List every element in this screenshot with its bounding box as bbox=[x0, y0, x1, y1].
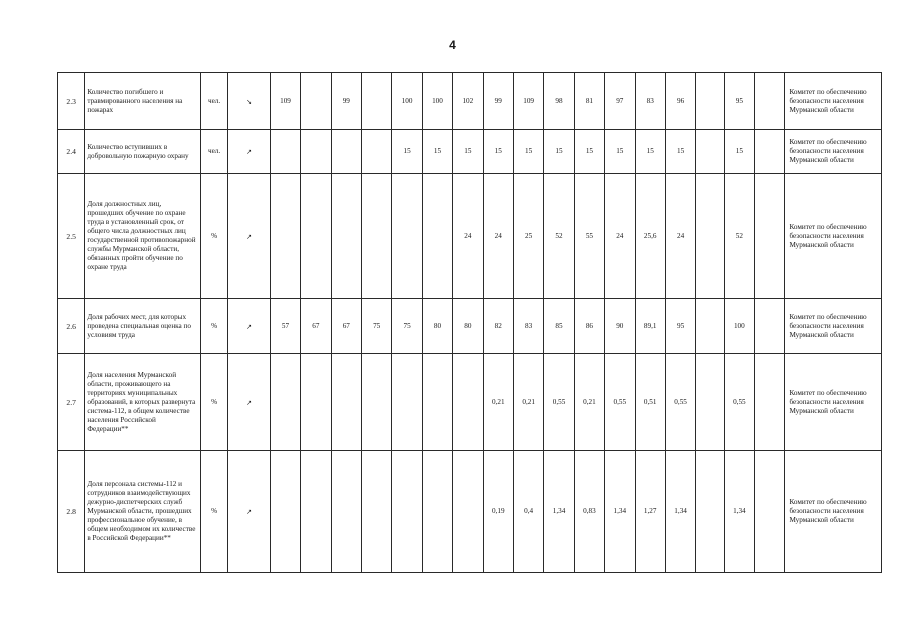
value-cell: 100 bbox=[422, 73, 452, 130]
value-cell: 0,83 bbox=[574, 451, 604, 573]
trend-arrow-icon: ↗ bbox=[228, 354, 271, 451]
value-cell: 15 bbox=[724, 130, 754, 174]
value-cell bbox=[361, 73, 391, 130]
table-row bbox=[58, 130, 882, 174]
value-cell: 0,19 bbox=[483, 451, 513, 573]
value-cell: 52 bbox=[724, 174, 754, 299]
value-cell: 99 bbox=[483, 73, 513, 130]
row-number: 2.4 bbox=[58, 130, 85, 174]
value-cell: 75 bbox=[392, 299, 422, 354]
row-number: 2.5 bbox=[58, 174, 85, 299]
table-row bbox=[58, 73, 882, 130]
value-cell: 0,21 bbox=[574, 354, 604, 451]
value-cell bbox=[696, 299, 724, 354]
indicators-table bbox=[57, 72, 882, 573]
value-cell: 80 bbox=[422, 299, 452, 354]
value-cell: 102 bbox=[453, 73, 483, 130]
value-cell: 83 bbox=[635, 73, 665, 130]
value-cell: 83 bbox=[513, 299, 543, 354]
value-cell: 98 bbox=[544, 73, 574, 130]
value-cell bbox=[270, 451, 300, 573]
value-cell bbox=[422, 354, 452, 451]
value-cell: 1,34 bbox=[665, 451, 695, 573]
value-cell: 15 bbox=[453, 130, 483, 174]
indicator-name: Количество погибшего и травмированного населения на пожарах bbox=[85, 73, 201, 130]
value-cell bbox=[755, 174, 785, 299]
indicator-name: Доля рабочих мест, для которых проведена специальная оценка по условиям труда bbox=[85, 299, 201, 354]
table-row bbox=[58, 451, 882, 573]
value-cell: 0,4 bbox=[513, 451, 543, 573]
value-cell: 25,6 bbox=[635, 174, 665, 299]
value-cell: 89,1 bbox=[635, 299, 665, 354]
page-number: 4 bbox=[449, 38, 456, 52]
value-cell: 0,55 bbox=[665, 354, 695, 451]
value-cell: 24 bbox=[453, 174, 483, 299]
value-cell bbox=[361, 451, 391, 573]
value-cell bbox=[331, 354, 361, 451]
unit-cell: % bbox=[200, 299, 227, 354]
value-cell bbox=[301, 174, 331, 299]
table-row bbox=[58, 299, 882, 354]
value-cell: 15 bbox=[483, 130, 513, 174]
value-cell bbox=[755, 354, 785, 451]
value-cell bbox=[301, 451, 331, 573]
indicator-name: Доля населения Мурманской области, проживающего на территориях муниципальных образований, в которых развернута система-112, в общем количестве населения Российской Федерации** bbox=[85, 354, 201, 451]
value-cell: 75 bbox=[361, 299, 391, 354]
value-cell: 1,27 bbox=[635, 451, 665, 573]
row-number: 2.3 bbox=[58, 73, 85, 130]
row-number: 2.7 bbox=[58, 354, 85, 451]
value-cell bbox=[755, 299, 785, 354]
value-cell: 81 bbox=[574, 73, 604, 130]
value-cell bbox=[453, 354, 483, 451]
value-cell bbox=[696, 174, 724, 299]
value-cell: 15 bbox=[574, 130, 604, 174]
unit-cell: % bbox=[200, 451, 227, 573]
indicator-name: Количество вступивших в добровольную пожарную охрану bbox=[85, 130, 201, 174]
value-cell bbox=[331, 451, 361, 573]
value-cell bbox=[301, 354, 331, 451]
value-cell: 57 bbox=[270, 299, 300, 354]
unit-cell: чел. bbox=[200, 73, 227, 130]
value-cell bbox=[392, 451, 422, 573]
value-cell: 15 bbox=[544, 130, 574, 174]
trend-arrow-icon: ↘ bbox=[228, 73, 271, 130]
value-cell: 67 bbox=[331, 299, 361, 354]
trend-arrow-icon: ↗ bbox=[228, 130, 271, 174]
value-cell: 15 bbox=[665, 130, 695, 174]
responsible-org: Комитет по обеспечению безопасности населения Мурманской области bbox=[785, 73, 882, 130]
unit-cell: чел. bbox=[200, 130, 227, 174]
value-cell bbox=[361, 130, 391, 174]
value-cell bbox=[453, 451, 483, 573]
value-cell: 0,51 bbox=[635, 354, 665, 451]
value-cell bbox=[696, 73, 724, 130]
value-cell: 109 bbox=[513, 73, 543, 130]
value-cell: 15 bbox=[513, 130, 543, 174]
value-cell: 52 bbox=[544, 174, 574, 299]
value-cell bbox=[331, 130, 361, 174]
value-cell: 1,34 bbox=[605, 451, 635, 573]
value-cell: 15 bbox=[422, 130, 452, 174]
responsible-org: Комитет по обеспечению безопасности населения Мурманской области bbox=[785, 130, 882, 174]
value-cell: 0,55 bbox=[724, 354, 754, 451]
responsible-org: Комитет по обеспечению безопасности населения Мурманской области bbox=[785, 451, 882, 573]
value-cell: 109 bbox=[270, 73, 300, 130]
value-cell: 15 bbox=[635, 130, 665, 174]
value-cell: 0,21 bbox=[483, 354, 513, 451]
value-cell bbox=[392, 354, 422, 451]
value-cell: 95 bbox=[665, 299, 695, 354]
trend-arrow-icon: ↗ bbox=[228, 174, 271, 299]
indicator-name: Доля персонала системы-112 и сотрудников взаимодействующих дежурно-диспетчерских служб Мурманской области, прошедших профессиональное обучение, в общем необходимом их количестве в Российской Федерации** bbox=[85, 451, 201, 573]
value-cell: 80 bbox=[453, 299, 483, 354]
value-cell bbox=[270, 174, 300, 299]
value-cell bbox=[270, 354, 300, 451]
value-cell: 1,34 bbox=[724, 451, 754, 573]
table-row bbox=[58, 174, 882, 299]
value-cell bbox=[270, 130, 300, 174]
value-cell bbox=[392, 174, 422, 299]
value-cell: 24 bbox=[605, 174, 635, 299]
value-cell: 15 bbox=[392, 130, 422, 174]
trend-arrow-icon: ↗ bbox=[228, 451, 271, 573]
row-number: 2.8 bbox=[58, 451, 85, 573]
responsible-org: Комитет по обеспечению безопасности населения Мурманской области bbox=[785, 299, 882, 354]
value-cell: 100 bbox=[724, 299, 754, 354]
indicator-name: Доля должностных лиц, прошедших обучение по охране труда в установленный срок, от общего числа должностных лиц государственной противопожарной службы Мурманской области, обязанных пройти обучение по охране труда bbox=[85, 174, 201, 299]
trend-arrow-icon: ↗ bbox=[228, 299, 271, 354]
row-number: 2.6 bbox=[58, 299, 85, 354]
value-cell: 90 bbox=[605, 299, 635, 354]
value-cell: 25 bbox=[513, 174, 543, 299]
value-cell: 86 bbox=[574, 299, 604, 354]
value-cell: 0,55 bbox=[544, 354, 574, 451]
value-cell: 0,55 bbox=[605, 354, 635, 451]
value-cell bbox=[361, 354, 391, 451]
value-cell bbox=[696, 130, 724, 174]
value-cell bbox=[331, 174, 361, 299]
table-row bbox=[58, 354, 882, 451]
value-cell: 85 bbox=[544, 299, 574, 354]
value-cell: 0,21 bbox=[513, 354, 543, 451]
value-cell: 24 bbox=[483, 174, 513, 299]
value-cell: 55 bbox=[574, 174, 604, 299]
unit-cell: % bbox=[200, 174, 227, 299]
value-cell bbox=[755, 73, 785, 130]
value-cell: 82 bbox=[483, 299, 513, 354]
responsible-org: Комитет по обеспечению безопасности населения Мурманской области bbox=[785, 174, 882, 299]
value-cell: 1,34 bbox=[544, 451, 574, 573]
value-cell bbox=[696, 354, 724, 451]
value-cell bbox=[301, 73, 331, 130]
value-cell bbox=[696, 451, 724, 573]
value-cell: 95 bbox=[724, 73, 754, 130]
value-cell: 24 bbox=[665, 174, 695, 299]
responsible-org: Комитет по обеспечению безопасности населения Мурманской области bbox=[785, 354, 882, 451]
value-cell: 100 bbox=[392, 73, 422, 130]
value-cell bbox=[361, 174, 391, 299]
unit-cell: % bbox=[200, 354, 227, 451]
value-cell: 99 bbox=[331, 73, 361, 130]
value-cell: 67 bbox=[301, 299, 331, 354]
value-cell bbox=[755, 130, 785, 174]
value-cell: 97 bbox=[605, 73, 635, 130]
value-cell: 96 bbox=[665, 73, 695, 130]
value-cell: 15 bbox=[605, 130, 635, 174]
value-cell bbox=[422, 451, 452, 573]
value-cell bbox=[422, 174, 452, 299]
value-cell bbox=[301, 130, 331, 174]
value-cell bbox=[755, 451, 785, 573]
